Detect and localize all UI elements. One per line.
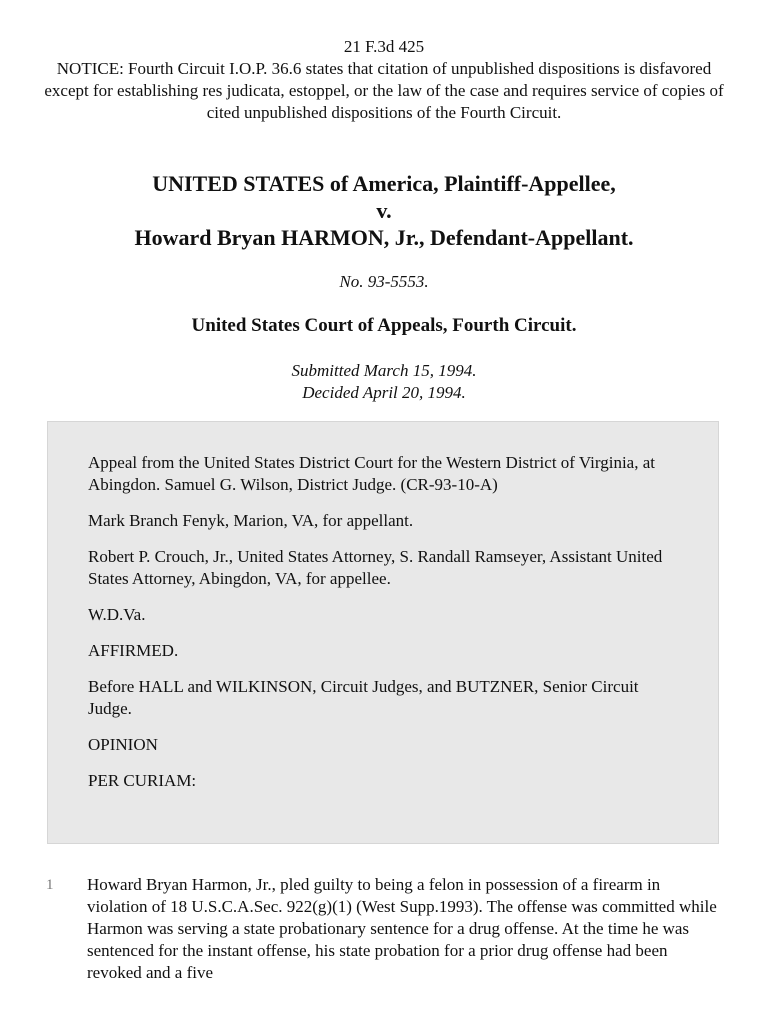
paragraph-number: 1 xyxy=(46,877,54,893)
notice-text: NOTICE: Fourth Circuit I.O.P. 36.6 states that citation of unpublished dispositions is disfavored except for establishing res judicata, estoppel, or the law of the case and requires service of copies of cited unpublished dispositions of the Fourth Circuit. xyxy=(44,59,724,122)
panel-judges: Before HALL and WILKINSON, Circuit Judges, and BUTZNER, Senior Circuit Judge. xyxy=(88,677,639,718)
case-summary-box xyxy=(47,421,719,844)
appeal-info: Appeal from the United States District Court for the Western District of Virginia, at Abingdon. Samuel G. Wilson, District Judge. (CR-93-10-A) xyxy=(88,453,655,494)
paragraph-text: Howard Bryan Harmon, Jr., pled guilty to being a felon in possession of a firearm in violation of 18 U.S.C.A.Sec. 922(g)(1) (West Supp.1993). The offense was committed while Harmon was serving a state probationary sentence for a drug offense. At the time he was sentenced for the instant offense, his state probation for a prior drug offense had been revoked and a five xyxy=(87,875,717,982)
citation: 21 F.3d 425 xyxy=(343,37,425,56)
case-dates xyxy=(0,360,768,404)
decided-date: Decided April 20, 1994. xyxy=(302,383,466,402)
appellee-counsel: Robert P. Crouch, Jr., United States Attorney, S. Randall Ramseyer, Assistant United States Attorney, Abingdon, VA, for appellee. xyxy=(88,547,663,588)
defendant-line: Howard Bryan HARMON, Jr., Defendant-Appellant. xyxy=(134,225,634,250)
versus-line: v. xyxy=(376,198,392,223)
plaintiff-line: UNITED STATES of America, Plaintiff-Appellee, xyxy=(152,171,616,196)
opinion-label: OPINION xyxy=(88,735,158,754)
docket-number: No. 93-5553. xyxy=(339,272,429,291)
submitted-date: Submitted March 15, 1994. xyxy=(291,361,477,380)
per-curiam-label: PER CURIAM: xyxy=(88,771,197,790)
court-name: United States Court of Appeals, Fourth Circuit. xyxy=(191,315,577,336)
disposition: AFFIRMED. xyxy=(88,641,179,660)
appellant-counsel: Mark Branch Fenyk, Marion, VA, for appellant. xyxy=(88,511,414,530)
district-abbrev: W.D.Va. xyxy=(88,605,146,624)
document-header xyxy=(40,36,728,124)
case-caption xyxy=(20,170,748,251)
